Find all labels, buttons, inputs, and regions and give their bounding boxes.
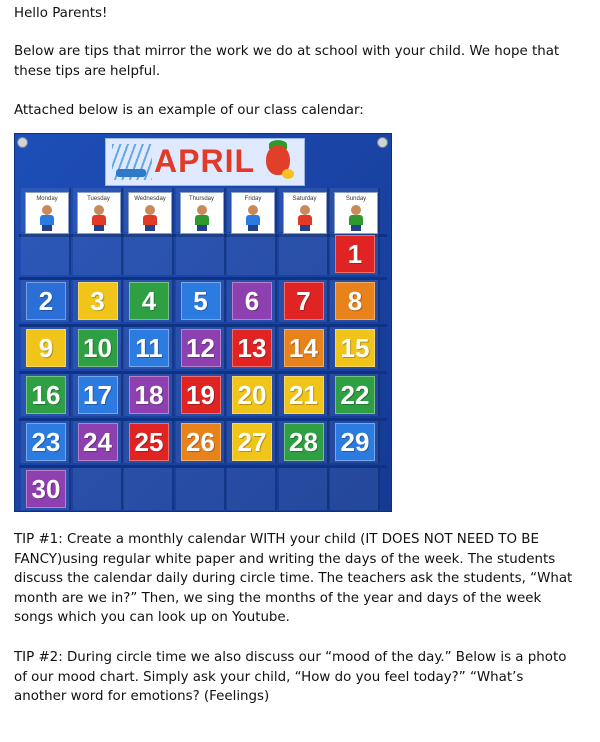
date-number: 3 [90, 285, 105, 316]
weekday-card [25, 192, 69, 234]
date-number: 19 [186, 379, 215, 410]
date-card [78, 282, 118, 320]
pocket [279, 233, 329, 275]
date-card [26, 329, 66, 367]
date-card [335, 282, 375, 320]
date-card [26, 282, 66, 320]
date-card [129, 423, 169, 461]
date-card [232, 376, 272, 414]
grommet-icon [377, 137, 388, 148]
grommet-icon [17, 137, 28, 148]
date-card [129, 376, 169, 414]
class-calendar-photo [14, 133, 392, 512]
child-icon [145, 205, 155, 215]
date-number: 12 [186, 332, 215, 363]
date-number: 8 [347, 285, 363, 316]
child-shirt-icon [246, 215, 260, 225]
date-card [335, 329, 375, 367]
date-card [284, 282, 324, 320]
date-card [284, 329, 324, 367]
child-icon [351, 205, 361, 215]
child-shirt-icon [40, 215, 54, 225]
weekday-card [283, 192, 327, 234]
pocket [21, 233, 71, 275]
child-icon [94, 205, 104, 215]
pocket [330, 468, 380, 510]
child-shirt-icon [143, 215, 157, 225]
calendar-caption: Attached below is an example of our class calendar: [14, 103, 364, 118]
pocket [176, 233, 226, 275]
date-number: 23 [31, 426, 61, 457]
date-card [232, 329, 272, 367]
pocket [124, 468, 174, 510]
date-number: 21 [289, 379, 318, 410]
pocket [124, 233, 174, 275]
tip-1-paragraph: TIP #1: Create a monthly calendar WITH your child (IT DOES NOT NEED TO BE FANCY)using regular white paper and writing the days of the week. The students discuss the calendar daily during circle time. The teachers ask the students, “What month are we in?” Then, we sing the months of the year and days of the week songs which you can look up on Youtube. [14, 532, 573, 625]
date-number: 17 [83, 379, 112, 410]
child-icon [300, 205, 310, 215]
child-icon [42, 205, 52, 215]
pocket [279, 468, 329, 510]
date-number: 4 [141, 285, 157, 316]
flower-icon [282, 169, 294, 179]
child-legs-icon [94, 225, 104, 231]
date-number: 5 [193, 285, 208, 316]
date-number: 6 [244, 285, 260, 316]
child-icon [248, 205, 258, 215]
date-number: 30 [31, 473, 61, 504]
date-card [284, 376, 324, 414]
date-card [284, 423, 324, 461]
pocket [227, 468, 277, 510]
date-card [129, 329, 169, 367]
date-number: 20 [237, 379, 267, 410]
umbrella-icon [116, 169, 146, 177]
date-card [129, 282, 169, 320]
weekday-label: Tuesday [87, 196, 110, 202]
month-header [105, 138, 305, 186]
date-card [78, 423, 118, 461]
date-number: 9 [38, 332, 54, 363]
date-number: 24 [83, 426, 112, 457]
weekday-label: Wednesday [134, 196, 166, 202]
date-card [26, 470, 66, 508]
child-legs-icon [248, 225, 258, 231]
date-number: 1 [347, 238, 363, 269]
date-number: 28 [289, 426, 318, 457]
child-shirt-icon [92, 215, 106, 225]
date-number: 22 [340, 379, 370, 410]
date-number: 13 [237, 332, 267, 363]
date-card [26, 423, 66, 461]
date-card [78, 329, 118, 367]
date-card [335, 376, 375, 414]
date-card [181, 282, 221, 320]
date-number: 2 [38, 285, 54, 316]
date-number: 27 [237, 426, 267, 457]
date-card [232, 423, 272, 461]
child-legs-icon [145, 225, 155, 231]
weekday-label: Friday [244, 196, 262, 202]
pocket [73, 233, 123, 275]
weekday-label: Monday [36, 196, 58, 202]
weekday-card [77, 192, 121, 234]
weekday-label: Sunday [345, 196, 367, 202]
date-card [78, 376, 118, 414]
tip-2-paragraph: TIP #2: During circle time we also discuss our “mood of the day.” Below is a photo of our mood chart. Simply ask your child, “How do you feel today?” “What’s another word for emotions? (Feelings) [14, 650, 567, 704]
pocket-row [19, 468, 387, 512]
date-number: 10 [83, 332, 112, 363]
date-card [335, 235, 375, 273]
date-card [335, 423, 375, 461]
greeting: Hello Parents! [14, 6, 108, 21]
date-number: 11 [135, 332, 163, 363]
date-card [181, 329, 221, 367]
pocket [227, 233, 277, 275]
date-card [232, 282, 272, 320]
weekday-label: Saturday [292, 196, 317, 202]
child-icon [197, 205, 207, 215]
child-shirt-icon [349, 215, 363, 225]
child-legs-icon [42, 225, 52, 231]
weekday-card [128, 192, 172, 234]
month-title: APRIL [154, 143, 255, 179]
date-number: 26 [186, 426, 215, 457]
date-card [181, 423, 221, 461]
pocket [73, 468, 123, 510]
child-legs-icon [197, 225, 207, 231]
weekday-card [334, 192, 378, 234]
date-number: 14 [289, 332, 318, 363]
child-shirt-icon [298, 215, 312, 225]
date-card [26, 376, 66, 414]
date-number: 25 [134, 426, 164, 457]
weekday-card [180, 192, 224, 234]
date-number: 15 [340, 332, 370, 363]
child-legs-icon [300, 225, 310, 231]
weekday-label: Thursday [188, 196, 214, 202]
intro-paragraph: Below are tips that mirror the work we do at school with your child. We hope that these tips are helpful. [14, 44, 560, 79]
child-shirt-icon [195, 215, 209, 225]
weekday-card [231, 192, 275, 234]
pocket [176, 468, 226, 510]
pocket-row [19, 233, 387, 280]
date-number: 16 [31, 379, 61, 410]
date-card [181, 376, 221, 414]
date-number: 7 [296, 285, 311, 316]
child-legs-icon [351, 225, 361, 231]
date-number: 29 [340, 426, 370, 457]
date-number: 18 [134, 379, 164, 410]
